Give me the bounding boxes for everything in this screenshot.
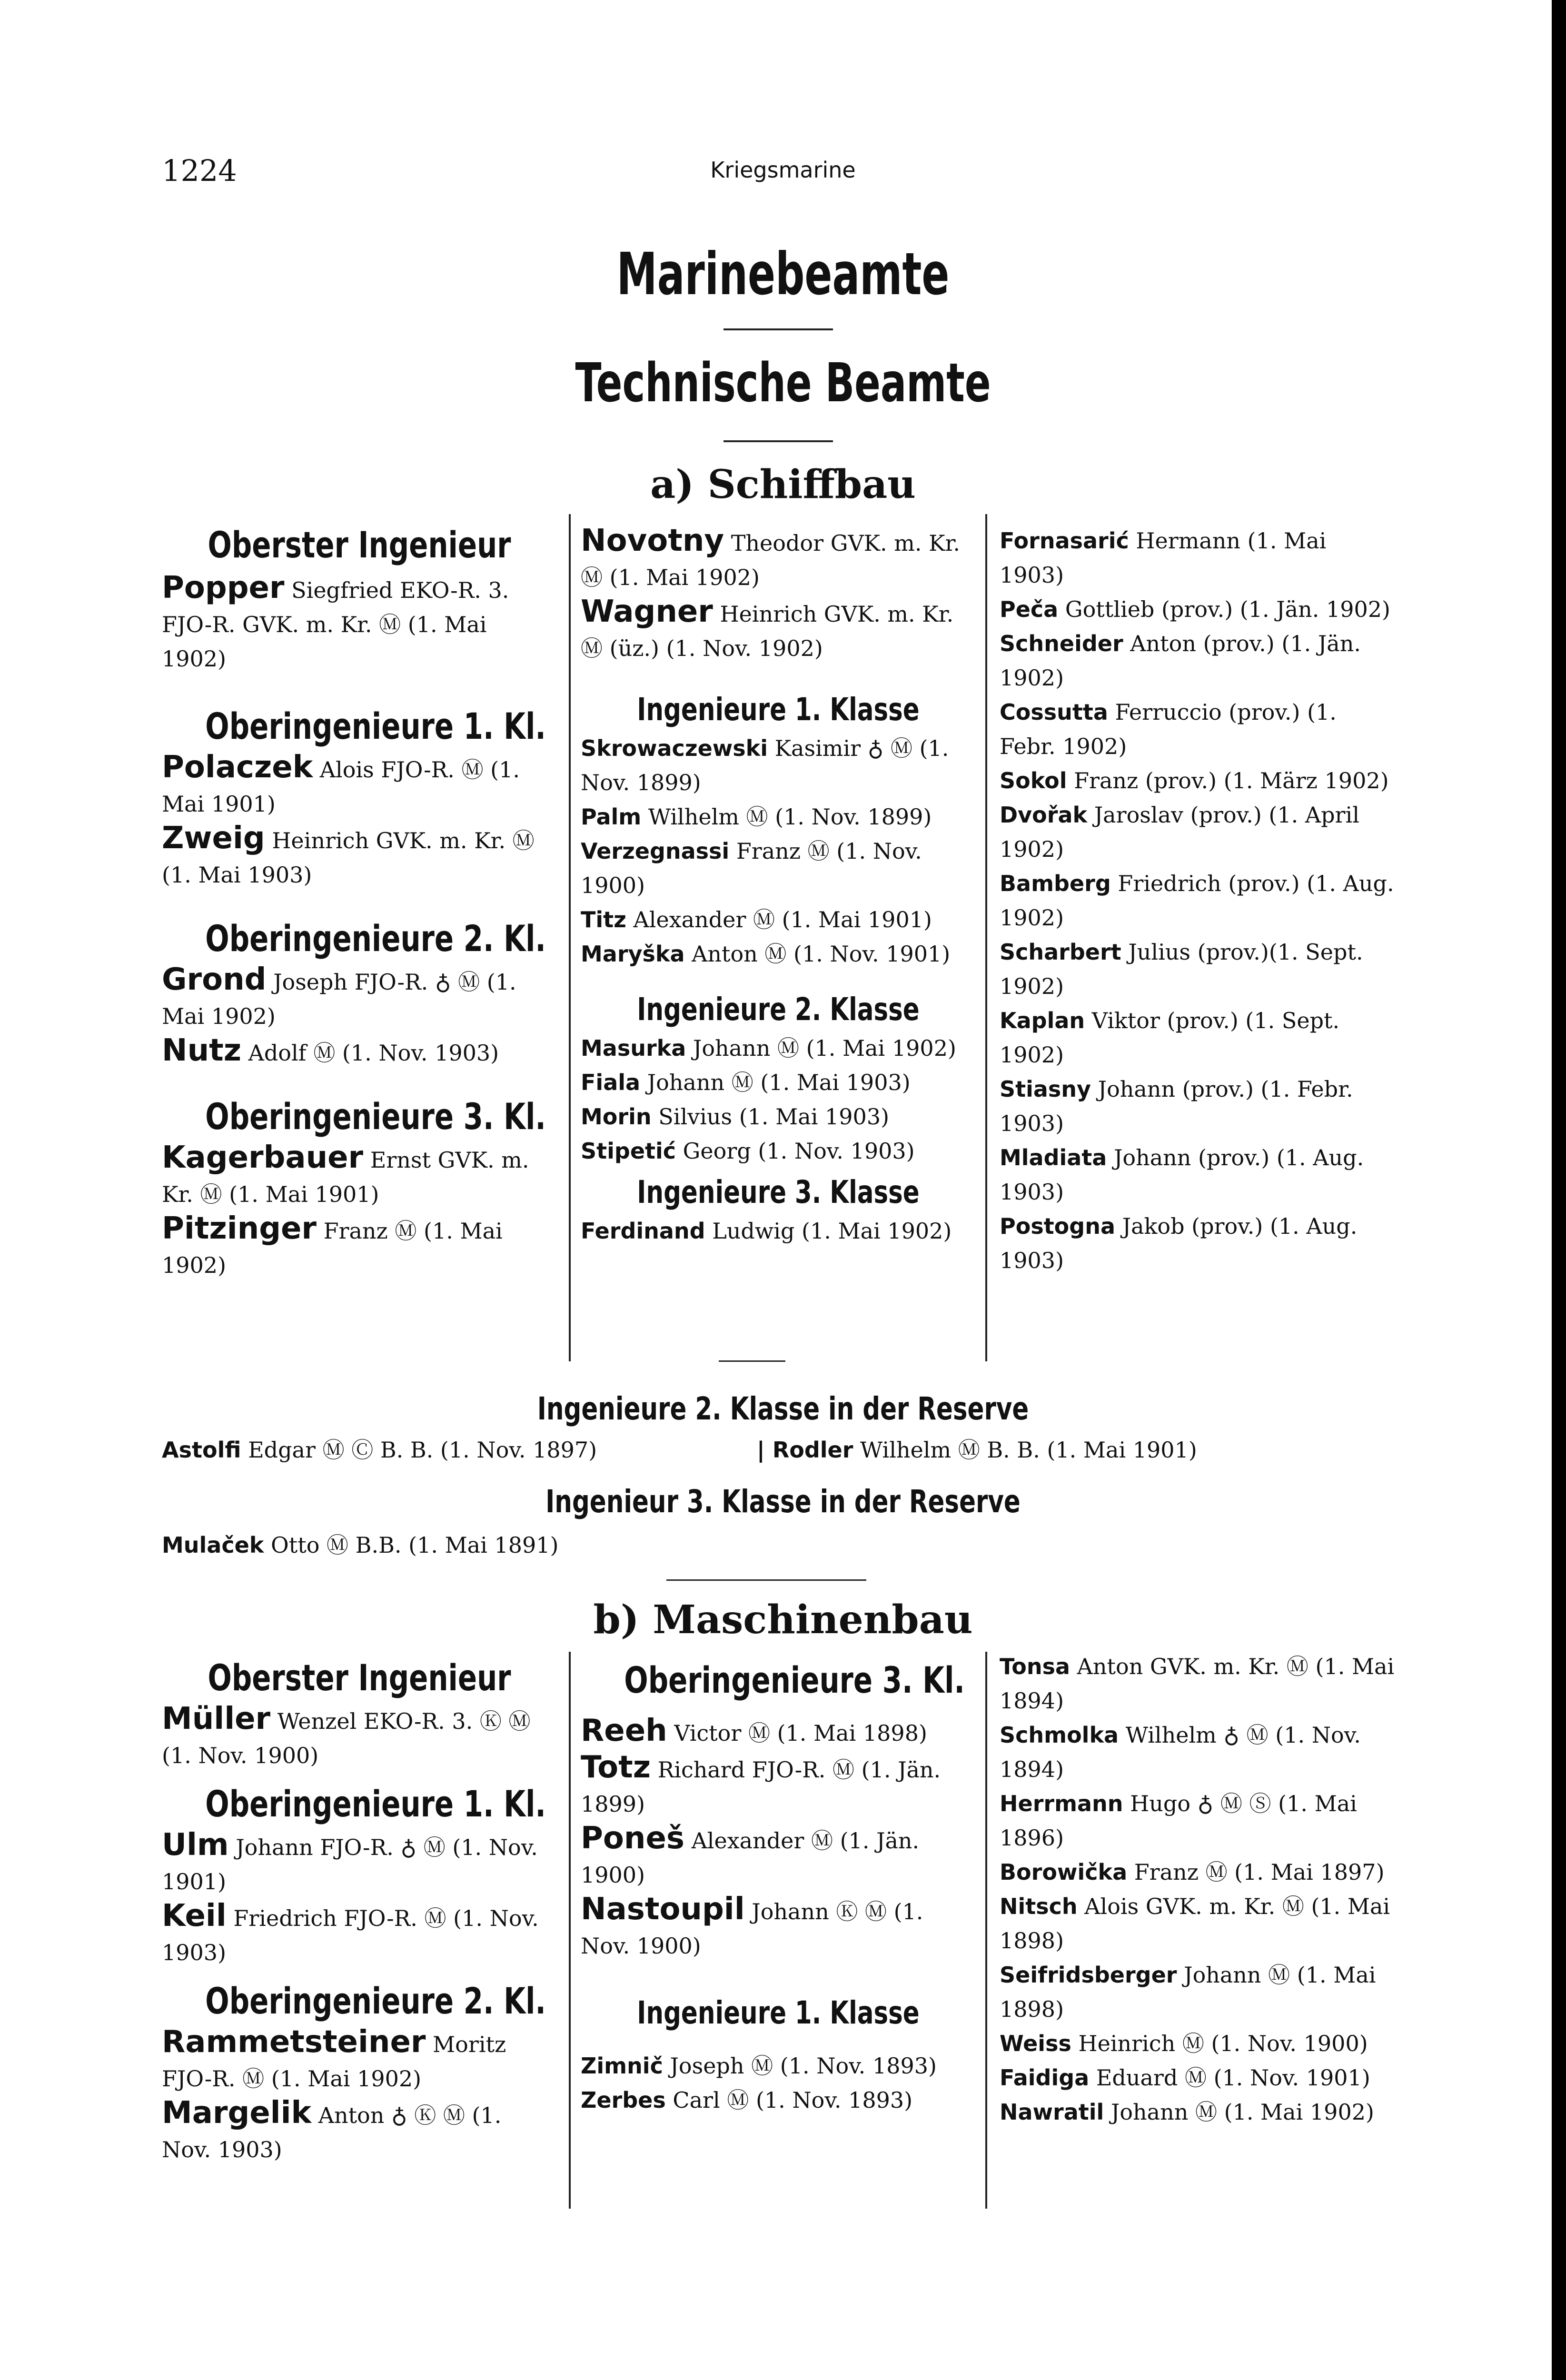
entry-text: Silvius (1. Mai 1903) [658, 1104, 890, 1130]
entry-text: Hugo ♁ Ⓜ Ⓢ (1. Mai 1896) [1000, 1791, 1357, 1851]
entry-name: Ferdinand [581, 1218, 705, 1244]
entry-name: Herrmann [1000, 1791, 1123, 1816]
entry-text: Hermann (1. Mai 1903) [1000, 528, 1327, 588]
entry-name: Zerbes [581, 2087, 666, 2113]
entry-text: Johann (prov.) (1. Aug. 1903) [1000, 1145, 1364, 1205]
entry-name: Nawratil [1000, 2099, 1104, 2125]
entry [1000, 2026, 1395, 2061]
entry-text: Ernst GVK. m. Kr. Ⓜ (1. Mai 1901) [162, 1147, 529, 1207]
entry [581, 1892, 976, 1963]
entry-text: Alois GVK. m. Kr. Ⓜ (1. Mai 1898) [1000, 1894, 1390, 1954]
entry-text: Julius (prov.)(1. Sept. 1902) [1000, 939, 1363, 999]
entry-text: Johann (prov.) (1. Febr. 1903) [1000, 1076, 1353, 1136]
entry-text: Heinrich GVK. m. Kr. Ⓜ (1. Mai 1903) [162, 828, 535, 888]
entry-name: Reeh [581, 1713, 667, 1748]
entry [1000, 1855, 1395, 1889]
entry-name: Keil [162, 1898, 227, 1934]
section-rule [666, 1579, 866, 1581]
rank-heading: Oberingenieure 1. Kl. [205, 705, 546, 747]
entry-name: Bamberg [1000, 871, 1111, 896]
entry-text: Heinrich GVK. m. Kr. Ⓜ (üz.) (1. Nov. 1902) [581, 601, 954, 661]
entry [162, 1140, 557, 1211]
rank-heading: Ingenieure 1. Klasse [637, 691, 920, 728]
entry-text: Johann Ⓜ (1. Mai 1902) [693, 1035, 956, 1061]
entry-name: Morin [581, 1104, 652, 1130]
entry [1000, 524, 1395, 592]
entry-name: Schmolka [1000, 1722, 1119, 1748]
column-divider [985, 514, 987, 1361]
entry [162, 1828, 557, 1899]
entry-text: Jakob (prov.) (1. Aug. 1903) [1000, 1213, 1358, 1273]
entry-name: Ulm [162, 1827, 229, 1863]
entry [1000, 866, 1395, 935]
rank-heading: Ingenieure 3. Klasse [637, 1174, 920, 1210]
entry-name: Titz [581, 907, 626, 932]
entry [581, 800, 976, 834]
reserve-entry [162, 1528, 558, 1559]
entry [1000, 626, 1395, 695]
entry-name: Schneider [1000, 631, 1123, 656]
entry-text: Adolf Ⓜ (1. Nov. 1903) [248, 1040, 499, 1066]
entry-name: Weiss [1000, 2031, 1071, 2056]
entry-name: Fornasarić [1000, 528, 1129, 554]
entry-text: Wilhelm ♁ Ⓜ (1. Nov. 1894) [1000, 1722, 1361, 1782]
running-title: Kriegsmarine [710, 157, 856, 183]
entry-name: Stipetić [581, 1138, 676, 1164]
column-divider [569, 1652, 571, 2209]
entry [581, 595, 976, 665]
entry [162, 1702, 557, 1773]
entry [1000, 798, 1395, 866]
entry-text: Anton ♁ Ⓚ Ⓜ (1. Nov. 1903) [162, 2102, 502, 2162]
entry-text: Johann Ⓜ (1. Mai 1898) [1000, 1962, 1376, 2022]
rank-heading: Oberingenieure 3. Kl. [205, 1095, 546, 1138]
entry-name: Zweig [162, 821, 265, 856]
entry [581, 937, 976, 971]
entry [581, 1714, 976, 1750]
rank-heading: Oberingenieure 2. Kl. [205, 1980, 546, 2022]
entry-name: Margelik [162, 2095, 312, 2131]
entry-name: Fiala [581, 1070, 641, 1095]
entry-text: Anton GVK. m. Kr. Ⓜ (1. Mai 1894) [1000, 1654, 1395, 1714]
entry [162, 2025, 557, 2096]
rank-heading: Ingenieure 2. Klasse [637, 991, 920, 1028]
entry [581, 1031, 976, 1065]
entry-name: Cossutta [1000, 699, 1108, 725]
entry [162, 1211, 557, 1282]
entry-name: Grond [162, 962, 267, 997]
entry-text: Johann Ⓚ Ⓜ (1. Nov. 1900) [581, 1899, 923, 1959]
entry-text: Carl Ⓜ (1. Nov. 1893) [673, 2087, 913, 2113]
entry-name: Nutz [162, 1033, 241, 1068]
entry-name: Palm [581, 804, 642, 830]
column-divider [985, 1652, 987, 2209]
entry [1000, 1718, 1395, 1786]
entry [1000, 1786, 1395, 1855]
entry-name: Scharbert [1000, 939, 1121, 965]
entry-text: Heinrich Ⓜ (1. Nov. 1900) [1078, 2031, 1368, 2056]
entry-name: Zimnič [581, 2053, 663, 2079]
entry [162, 1033, 557, 1070]
entry-name: Masurka [581, 1035, 686, 1061]
entry-text: Wenzel EKO-R. 3. Ⓚ Ⓜ (1. Nov. 1900) [162, 1708, 531, 1768]
entry-text: Siegfried EKO-R. 3. FJO-R. GVK. m. Kr. Ⓜ (1. Mai 1902) [162, 577, 509, 672]
entry-text: Eduard Ⓜ (1. Nov. 1901) [1096, 2065, 1370, 2091]
entry [1000, 764, 1395, 798]
entry-name: Dvořak [1000, 802, 1088, 828]
entry [1000, 1140, 1395, 1209]
entry-text: Friedrich FJO-R. Ⓜ (1. Nov. 1903) [162, 1905, 539, 1965]
entry-text: Joseph FJO-R. ♁ Ⓜ (1. Mai 1902) [162, 969, 516, 1029]
rank-heading: Ingenieure 1. Klasse [637, 1994, 920, 2031]
section-b-col2 [581, 1656, 976, 2117]
entry-name: Maryška [581, 941, 685, 967]
entry-text: Joseph Ⓜ (1. Nov. 1893) [670, 2053, 937, 2079]
entry [1000, 2095, 1395, 2129]
entry [1000, 935, 1395, 1003]
entry-text: Otto Ⓜ B.B. (1. Mai 1891) [271, 1532, 559, 1558]
entry-text: Johann Ⓜ (1. Mai 1902) [1110, 2099, 1374, 2125]
page-subtitle: Technische Beamte [575, 352, 991, 414]
entry-name: Poneš [581, 1821, 684, 1856]
reserve-entry [757, 1433, 1197, 1464]
section-b-col1 [162, 1654, 557, 2167]
entry [162, 1899, 557, 1970]
reserve-entry [162, 1433, 597, 1464]
entry [581, 2049, 976, 2083]
entry-text: Moritz FJO-R. Ⓜ (1. Mai 1902) [162, 2032, 506, 2092]
entry-text: Friedrich (prov.) (1. Aug. 1902) [1000, 871, 1394, 931]
page-title: Marinebeamte [616, 240, 950, 308]
entry-name: Kaplan [1000, 1008, 1085, 1033]
entry-text: Franz (prov.) (1. März 1902) [1074, 768, 1389, 793]
rank-heading: Oberingenieure 1. Kl. [205, 1783, 546, 1825]
entry-name: Wagner [581, 594, 713, 629]
subtitle-rule [724, 440, 833, 442]
page-number: 1224 [162, 153, 237, 188]
entry [581, 1821, 976, 1892]
entry-name: Postogna [1000, 1213, 1116, 1239]
rank-heading: Oberingenieure 2. Kl. [205, 917, 546, 960]
entry-name: Nastoupil [581, 1892, 745, 1927]
entry-text: Franz Ⓜ (1. Mai 1897) [1134, 1859, 1385, 1885]
entry-text: Kasimir ♁ Ⓜ (1. Nov. 1899) [581, 735, 949, 795]
entry-text: Franz Ⓜ (1. Nov. 1900) [581, 838, 922, 898]
entry-text: Anton Ⓜ (1. Nov. 1901) [692, 941, 951, 967]
entry [581, 1134, 976, 1168]
entry-name: Astolfi [162, 1437, 241, 1463]
reserve-heading: Ingenieure 2. Klasse in der Reserve [537, 1390, 1029, 1427]
entry-text: Viktor (prov.) (1. Sept. 1902) [1000, 1008, 1340, 1068]
entry-text: Georg (1. Nov. 1903) [683, 1138, 915, 1164]
entry-text: Ludwig (1. Mai 1902) [712, 1218, 952, 1244]
entry [1000, 2061, 1395, 2095]
entry-name: Mladiata [1000, 1145, 1107, 1170]
section-a-heading: a) Schiffbau [650, 462, 916, 507]
entry-text: Victor Ⓜ (1. Mai 1898) [674, 1720, 927, 1746]
rank-heading: Oberingenieure 3. Kl. [624, 1659, 965, 1701]
entry-name: Popper [162, 570, 285, 605]
entry-text: Edgar Ⓜ Ⓒ B. B. (1. Nov. 1897) [248, 1437, 597, 1463]
entry-name: Nitsch [1000, 1894, 1078, 1919]
entry-name: Kagerbauer [162, 1140, 364, 1175]
entry-name: Polaczek [162, 750, 313, 785]
rule [719, 1360, 785, 1362]
entry [1000, 1209, 1395, 1278]
entry-name: Faidiga [1000, 2065, 1090, 2091]
entry-name: Mulaček [162, 1532, 264, 1558]
entry-name: | Rodler [757, 1437, 853, 1463]
entry-name: Seifridsberger [1000, 1962, 1177, 1988]
entry-name: Stiasny [1000, 1076, 1091, 1102]
entry [1000, 592, 1395, 626]
entry-name: Pitzinger [162, 1211, 317, 1246]
entry [581, 731, 976, 800]
section-a-col3 [1000, 524, 1395, 1278]
entry-name: Peča [1000, 596, 1059, 622]
entry-name: Rammetsteiner [162, 2024, 426, 2060]
entry-name: Borowička [1000, 1859, 1128, 1885]
entry-text: Theodor GVK. m. Kr. Ⓜ (1. Mai 1902) [581, 530, 961, 590]
entry-name: Verzegnassi [581, 838, 730, 864]
entry [1000, 695, 1395, 764]
entry-text: Alexander Ⓜ (1. Jän. 1900) [581, 1828, 920, 1888]
column-divider [569, 514, 571, 1361]
entry [581, 834, 976, 902]
entry [581, 902, 976, 937]
entry-name: Novotny [581, 523, 724, 558]
entry [581, 2083, 976, 2117]
entry [581, 1214, 976, 1248]
entry [162, 962, 557, 1033]
entry-name: Sokol [1000, 768, 1067, 793]
entry-text: Anton (prov.) (1. Jän. 1902) [1000, 631, 1361, 691]
section-b-heading: b) Maschinenbau [593, 1597, 973, 1643]
entry-text: Richard FJO-R. Ⓜ (1. Jän. 1899) [581, 1757, 941, 1817]
title-rule [724, 328, 833, 330]
entry [162, 2096, 557, 2167]
page-edge [1552, 0, 1566, 2380]
entry [162, 571, 557, 676]
section-b-col3 [1000, 1649, 1395, 2129]
entry-name: Skrowaczewski [581, 735, 768, 761]
entry-text: Alois FJO-R. Ⓜ (1. Mai 1901) [162, 757, 520, 817]
entry [1000, 1003, 1395, 1072]
entry [581, 1750, 976, 1821]
entry [1000, 1649, 1395, 1718]
entry-text: Gottlieb (prov.) (1. Jän. 1902) [1065, 596, 1390, 622]
entry-text: Johann Ⓜ (1. Mai 1903) [647, 1070, 911, 1095]
entry-text: Jaroslav (prov.) (1. April 1902) [1000, 802, 1359, 862]
rank-heading: Oberster Ingenieur [208, 1656, 511, 1699]
entry-text: Franz Ⓜ (1. Mai 1902) [162, 1218, 503, 1278]
entry [581, 1100, 976, 1134]
entry-text: Ferruccio (prov.) (1. Febr. 1902) [1000, 699, 1337, 759]
entry-name: Totz [581, 1750, 651, 1785]
entry-text: Wilhelm Ⓜ B. B. (1. Mai 1901) [860, 1437, 1197, 1463]
entry-name: Müller [162, 1701, 271, 1736]
entry [581, 524, 976, 595]
entry-text: Johann FJO-R. ♁ Ⓜ (1. Nov. 1901) [162, 1835, 538, 1894]
entry [162, 750, 557, 821]
entry-text: Alexander Ⓜ (1. Mai 1901) [633, 907, 932, 932]
reserve-heading: Ingenieur 3. Klasse in der Reserve [545, 1483, 1021, 1520]
section-a-col2 [581, 524, 976, 1248]
entry [162, 821, 557, 892]
entry [1000, 1889, 1395, 1958]
entry-name: Tonsa [1000, 1654, 1070, 1679]
entry-text: Wilhelm Ⓜ (1. Nov. 1899) [648, 804, 932, 830]
entry [1000, 1072, 1395, 1140]
entry [1000, 1958, 1395, 2026]
entry [581, 1065, 976, 1100]
section-a-col1 [162, 521, 557, 1282]
rank-heading: Oberster Ingenieur [208, 524, 511, 566]
